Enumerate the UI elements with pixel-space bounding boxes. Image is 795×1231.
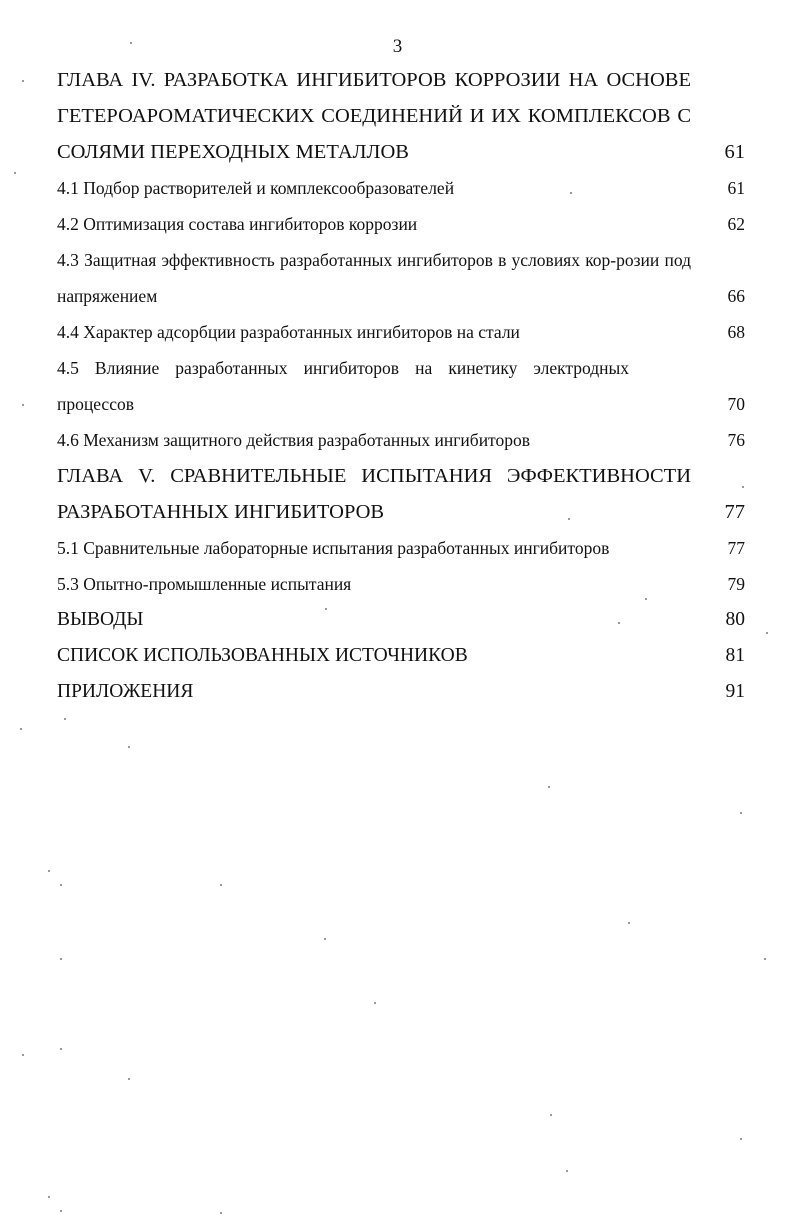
toc-entry-chapter-5[interactable]: [57, 458, 745, 530]
scan-speck: [22, 404, 24, 406]
scan-speck: [48, 1196, 50, 1198]
scan-speck: [766, 632, 768, 634]
scan-speck: [550, 1114, 552, 1116]
toc-entry-4-6[interactable]: [57, 422, 745, 458]
scan-speck: [220, 884, 222, 886]
toc-entry-title: ВЫВОДЫ: [57, 609, 144, 630]
scan-speck: [128, 746, 130, 748]
toc-entry-page: 70: [727, 394, 745, 414]
toc-entry-page: 79: [727, 574, 745, 594]
toc-entry-4-2[interactable]: [57, 206, 745, 242]
toc-entry-4-4[interactable]: [57, 314, 745, 350]
toc-entry-page: 81: [725, 645, 745, 666]
toc-entry-page: 68: [727, 322, 745, 342]
scan-speck: [60, 1048, 62, 1050]
scan-speck: [64, 718, 66, 720]
scan-speck: [60, 884, 62, 886]
toc-entry-appendices[interactable]: [57, 674, 745, 710]
toc-entry-4-1[interactable]: [57, 170, 745, 206]
toc-entry-4-5[interactable]: [57, 350, 745, 422]
toc-entry-title: 4.1 Подбор растворителей и комплексообразователей: [57, 178, 455, 198]
scan-speck: [618, 622, 620, 624]
toc-entry-5-3[interactable]: [57, 566, 745, 602]
toc-entry-page: 80: [725, 609, 745, 630]
scan-speck: [568, 518, 570, 520]
toc-entry-page: 66: [727, 286, 745, 306]
toc-entry-page: 77: [724, 501, 745, 523]
toc-entry-4-3[interactable]: [57, 242, 745, 314]
toc-entry-title: СПИСОК ИСПОЛЬЗОВАННЫХ ИСТОЧНИКОВ: [57, 645, 468, 666]
toc-entry-title: 4.3 Защитная эффективность разработанных ингибиторов в условиях кор-розии под напряжением: [57, 250, 691, 306]
toc-entry-title: 4.5 Влияние разработанных ингибиторов на кинетику электродных процессов: [57, 358, 629, 414]
toc-entry-title: ГЛАВА IV. РАЗРАБОТКА ИНГИБИТОРОВ КОРРОЗИИ НА ОСНОВЕ ГЕТЕРОАРОМАТИЧЕСКИХ СОЕДИНЕНИЙ И ИХ КОМПЛЕКСОВ С СОЛЯМИ ПЕРЕХОДНЫХ МЕТАЛЛОВ: [57, 69, 691, 163]
toc-entry-page: 62: [727, 214, 745, 234]
toc-entry-chapter-4[interactable]: [57, 62, 745, 170]
scan-speck: [324, 938, 326, 940]
scan-speck: [20, 728, 22, 730]
toc-entry-5-1[interactable]: [57, 530, 745, 566]
toc-entry-title: 4.4 Характер адсорбции разработанных ингибиторов на стали: [57, 322, 520, 342]
toc-entry-references[interactable]: [57, 638, 745, 674]
toc-entry-page: 91: [725, 681, 745, 702]
scan-speck: [570, 192, 572, 194]
scan-speck: [548, 786, 550, 788]
scan-speck: [764, 958, 766, 960]
toc-entry-title: ГЛАВА V. СРАВНИТЕЛЬНЫЕ ИСПЫТАНИЯ ЭФФЕКТИВНОСТИ РАЗРАБОТАННЫХ ИНГИБИТОРОВ: [57, 465, 691, 523]
toc-entry-conclusions[interactable]: [57, 602, 745, 638]
toc-entry-page: 61: [724, 141, 745, 163]
scan-speck: [645, 598, 647, 600]
toc-entry-title: 4.2 Оптимизация состава ингибиторов коррозии: [57, 214, 418, 234]
scan-speck: [22, 80, 24, 82]
toc-entry-title: ПРИЛОЖЕНИЯ: [57, 681, 194, 702]
toc-entry-title: 5.3 Опытно-промышленные испытания: [57, 574, 352, 594]
toc-entry-title: 5.1 Сравнительные лабораторные испытания разработанных ингибиторов: [57, 538, 610, 558]
scan-speck: [325, 608, 327, 610]
page-number: 3: [392, 36, 403, 57]
scan-speck: [374, 1002, 376, 1004]
scan-speck: [220, 1212, 222, 1214]
scan-speck: [60, 1210, 62, 1212]
scan-speck: [566, 1170, 568, 1172]
toc-entry-page: 61: [727, 178, 745, 198]
scan-speck: [740, 1138, 742, 1140]
toc-entry-page: 77: [727, 538, 745, 558]
scan-speck: [130, 42, 132, 44]
scan-speck: [740, 812, 742, 814]
scan-speck: [14, 172, 16, 174]
toc-entry-page: 76: [727, 430, 745, 450]
scan-speck: [628, 922, 630, 924]
table-of-contents: [57, 62, 745, 710]
scan-speck: [48, 870, 50, 872]
scan-speck: [742, 486, 744, 488]
scan-speck: [128, 1078, 130, 1080]
scan-speck: [60, 958, 62, 960]
toc-entry-title: 4.6 Механизм защитного действия разработанных ингибиторов: [57, 430, 530, 450]
scan-speck: [22, 1054, 24, 1056]
